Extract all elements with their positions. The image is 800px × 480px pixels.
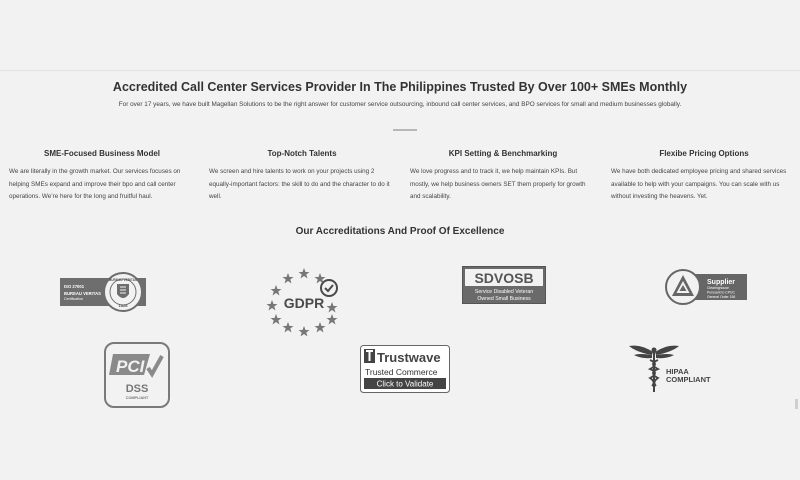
feature-title: KPI Setting & Benchmarking <box>448 149 558 158</box>
feature-title: Top-Notch Talents <box>267 149 337 158</box>
pci-line2: COMPLIANT <box>125 396 149 400</box>
pci-title: PCI <box>116 357 145 376</box>
hipaa-badge <box>626 342 722 394</box>
feature-text: We are literally in the growth market. Our services focuses on helping SMEs expand and improve their bpo and call center operations. We’re here for the long and fruitful haul. <box>9 168 181 200</box>
feature-sme-focused <box>9 149 195 204</box>
pci-line1: DSS <box>125 383 149 395</box>
sdvosb-line1: Service Disabled Veteran <box>474 289 534 295</box>
supplier-line1: Clearinghouse <box>707 286 729 290</box>
feature-top-notch-talents <box>209 149 395 204</box>
supplier-clearinghouse-badge <box>665 269 749 307</box>
feature-title: SME-Focused Business Model <box>43 149 161 158</box>
feature-text: We love progress and to track it, we help maintain KPIs. But mostly, we help business owners SET them properly for growth and scalability. <box>410 168 586 200</box>
scroll-edge-marker <box>795 399 798 409</box>
trustwave-badge[interactable] <box>360 345 450 393</box>
trustwave-line1: Trusted Commerce <box>365 367 438 377</box>
iso-line2: BUREAU VERITAS <box>64 291 101 296</box>
supplier-title: Supplier <box>707 279 736 286</box>
gdpr-label: GDPR <box>283 295 325 311</box>
feature-pricing-options <box>611 149 797 204</box>
sdvosb-badge <box>462 266 546 304</box>
iso-line3: Certification <box>64 297 83 301</box>
feature-text: We screen and hire talents to work on your projects using 2 equally-important factors: the skill to do and the character to do it well. <box>209 168 390 200</box>
gdpr-badge <box>266 266 342 336</box>
accreditations-heading: Our Accreditations And Proof Of Excellence <box>295 226 505 237</box>
supplier-line2: Pursuant to CPUC <box>707 290 735 295</box>
trustwave-title: Trustwave <box>377 350 441 365</box>
sdvosb-title: SDVOSB <box>474 270 534 286</box>
feature-title: Flexibe Pricing Options <box>659 149 749 158</box>
iso-ring-text: BUREAU VERITAS <box>108 278 138 282</box>
hipaa-line1: HIPAA <box>666 367 689 376</box>
section-divider-line <box>0 70 800 71</box>
supplier-line3: General Order 156 <box>707 295 736 299</box>
section-subtext: For over 17 years, we have built Magellan Solutions to be the right answer for customer service outsourcing, inbound call center services, and BPO services for small and medium businesses globally. <box>118 101 682 108</box>
iso-27001-badge <box>59 268 149 312</box>
feature-text: We have both dedicated employee pricing and shared services available to help with your campaigns. You can scale with us without investing the heavens. Yet. <box>611 168 787 200</box>
iso-year: 1828 <box>118 303 128 308</box>
sdvosb-line2: Owned Small Business <box>477 296 531 302</box>
feature-kpi-setting <box>410 149 596 204</box>
section-heading: Accredited Call Center Services Provider In The Philippines Trusted By Over 100+ SMEs Monthly <box>112 80 688 94</box>
heading-divider <box>393 129 417 131</box>
iso-line1: ISO 27001 <box>64 284 85 289</box>
trustwave-validate: Click to Validate <box>376 379 434 389</box>
pci-dss-badge <box>104 342 170 408</box>
hipaa-line2: COMPLIANT <box>666 375 711 384</box>
